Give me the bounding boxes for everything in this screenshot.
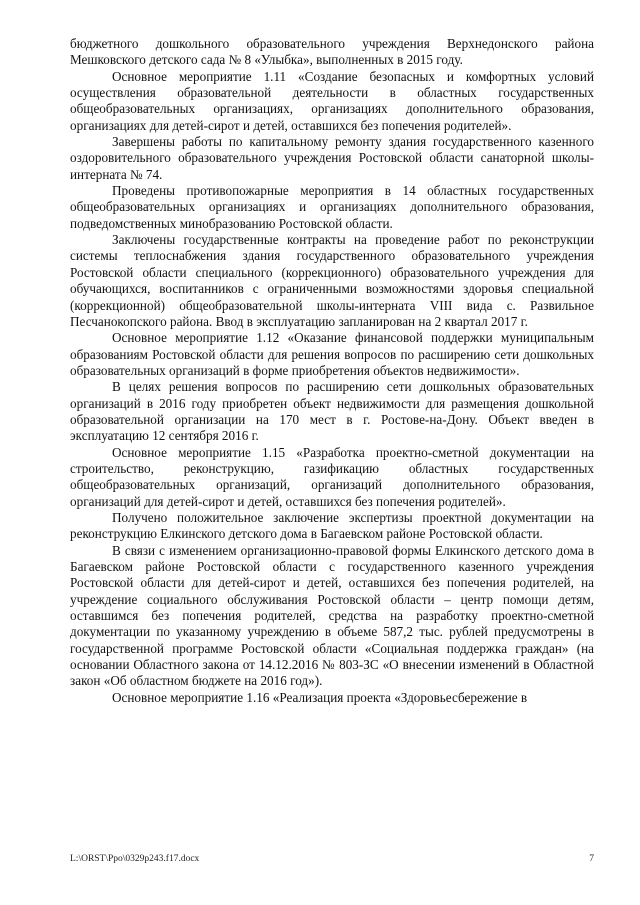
- paragraph-reorganization: В связи с изменением организационно-правовой формы Елкинского детского дома в Багаевском районе Ростовской области с государственного казенного учреждения Ростовской области для детей-сирот и детей, оставшихся без попечения родителей, на учреждение социального обслуживания Ростовской области – центр помощи детям, оставшимся без попечения родителей, средства на разработку проектно-сметной документации по указанному учреждению в объеме 587,2 тыс. рублей предусмотрены в государственной программе Ростовской области «Социальная поддержка граждан» (на основании Областного закона от 14.12.2016 № 803-ЗС «О внесении изменений в Областной закон «Об областном бюджете на 2016 год»).: [70, 542, 594, 689]
- paragraph-measure-1-12: Основное мероприятие 1.12 «Оказание финансовой поддержки муниципальным образованиям Ростовской области для решения вопросов по расширению сети дошкольных образовательных организаций в форме приобретения объектов недвижимости».: [70, 330, 594, 378]
- paragraph-continuation: бюджетного дошкольного образовательного учреждения Верхнедонского района Мешковского детского сада № 8 «Улыбка», выполненных в 2015 году.: [70, 36, 594, 68]
- document-page: [70, 36, 594, 706]
- paragraph-preschool-expansion: В целях решения вопросов по расширению сети дошкольных образовательных организаций в 2016 году приобретен объект недвижимости для размещения дошкольной образовательной организации на 170 мест в г. Ростове-на-Дону. Объект введен в эксплуатацию 12 сентября 2016 г.: [70, 379, 594, 444]
- paragraph-fire-safety: Проведены противопожарные мероприятия в 14 областных государственных общеобразовательных организациях и организациях дополнительного образования, подведомственных минобразованию Ростовской области.: [70, 183, 594, 231]
- paragraph-measure-1-16: Основное мероприятие 1.16 «Реализация проекта «Здоровьесбережение в: [112, 689, 528, 705]
- page-number: 7: [589, 854, 594, 864]
- paragraph-repair-works: Завершены работы по капитальному ремонту здания государственного казенного оздоровительного образовательного учреждения Ростовской области санаторной школы-интерната № 74.: [70, 134, 594, 182]
- file-path: L:\ORST\Ppo\0329p243.f17.docx: [70, 854, 200, 864]
- paragraph-contracts: Заключены государственные контракты на проведение работ по реконструкции системы теплоснабжения здания государственного образовательного учреждения Ростовской области специального (коррекционного) образовательного учреждения для обучающихся, воспитанников с ограниченными возможностями здоровья специальной (коррекционной) общеобразовательной школы-интерната VIII вида с. Развильное Песчанокопского района. Ввод в эксплуатацию запланирован на 2 квартал 2017 г.: [70, 232, 594, 329]
- paragraph-measure-1-11: Основное мероприятие 1.11 «Создание безопасных и комфортных условий осуществления образовательной деятельности в областных государственных общеобразовательных организациях, организациях дополнительного образования, организациях для детей-сирот и детей, оставшихся без попечения родителей».: [70, 68, 594, 133]
- paragraph-measure-1-15: Основное мероприятие 1.15 «Разработка проектно-сметной документации на строительство, реконструкцию, газификацию областных государственных общеобразовательных организаций, организаций дополнительного образования, организаций для детей-сирот и детей, оставшихся без попечения родителей».: [70, 444, 594, 509]
- paragraph-expertise: Получено положительное заключение экспертизы проектной документации на реконструкцию Елкинского детского дома в Багаевском районе Ростовской области.: [70, 509, 594, 542]
